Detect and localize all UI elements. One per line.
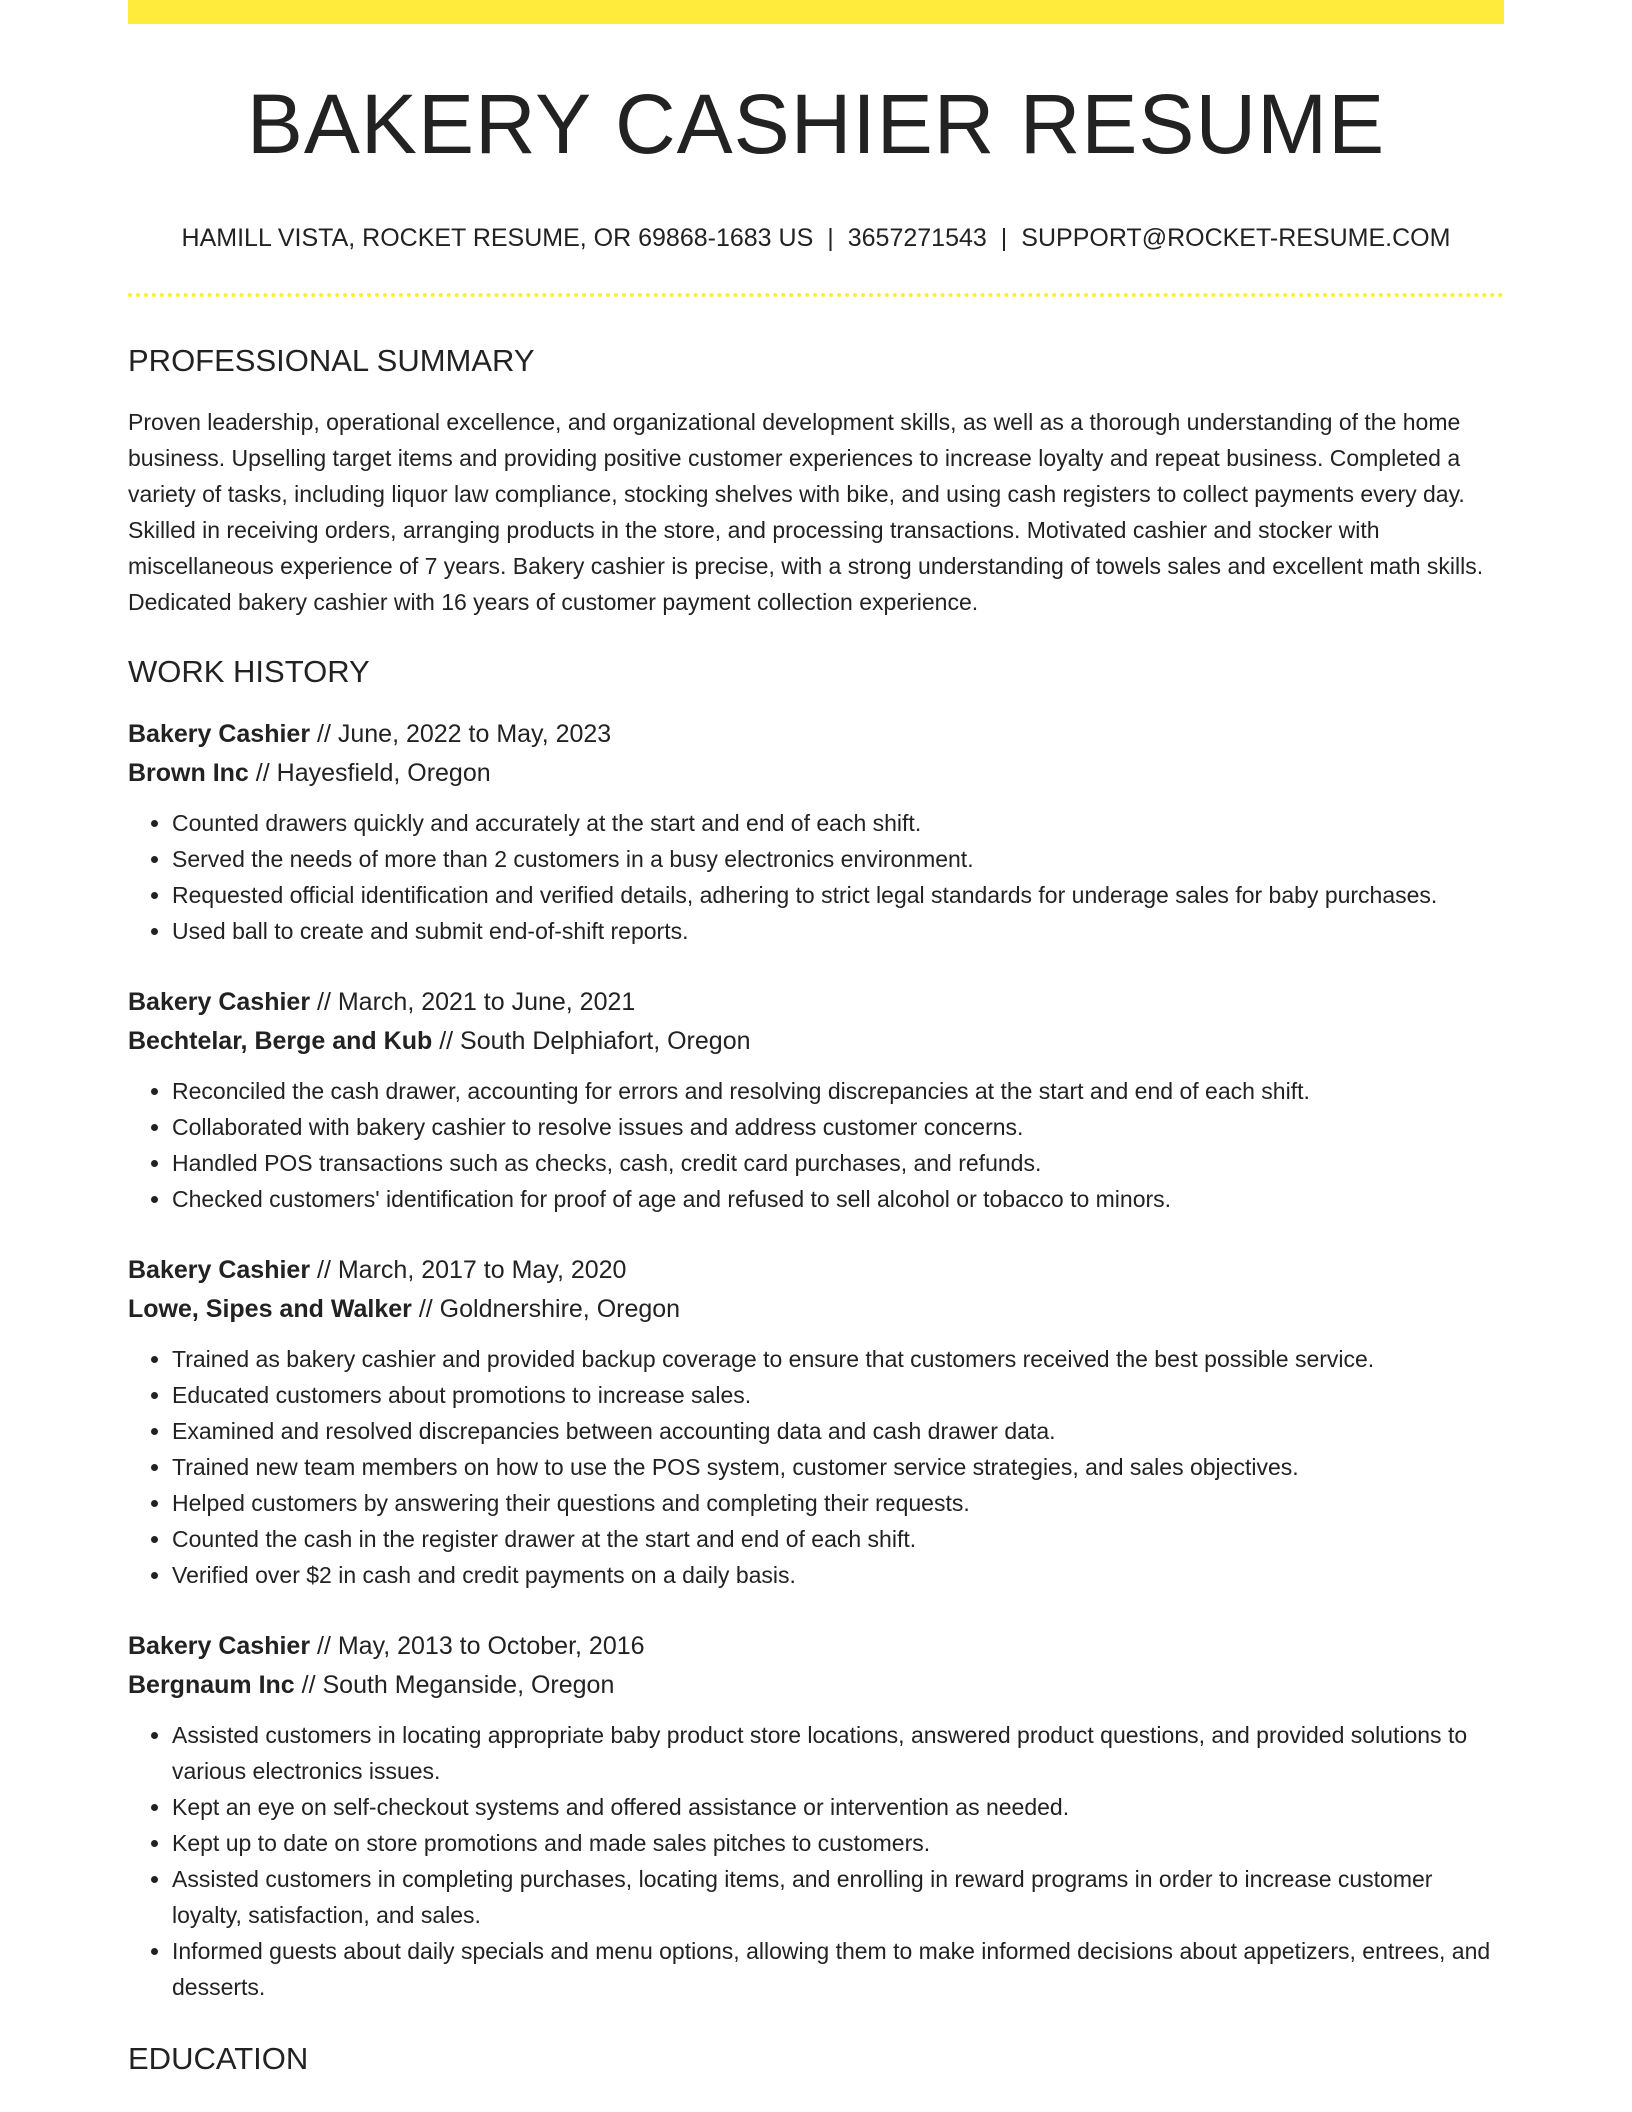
job-entry: [128, 983, 1504, 1217]
job-bullet: • Educated customers about promotions to increase sales.: [172, 1377, 1504, 1413]
job-separator: //: [294, 1671, 323, 1699]
job-title: Bakery Cashier: [128, 988, 311, 1016]
job-separator: //: [248, 759, 277, 787]
job-title: Bakery Cashier: [128, 1256, 311, 1284]
education-heading: EDUCATION: [128, 2041, 309, 2076]
job-dates: March, 2017 to May, 2020: [337, 1256, 627, 1284]
resume-title: BAKERY CASHIER RESUME: [246, 77, 1386, 171]
job-title: Bakery Cashier: [128, 1632, 311, 1660]
contact-separator: |: [1000, 224, 1008, 252]
job-separator: //: [310, 720, 338, 748]
contact-address: HAMILL VISTA, ROCKET RESUME, OR 69868-1683 US: [181, 224, 814, 252]
job-bullet: • Counted drawers quickly and accurately at the start and end of each shift.: [172, 805, 1504, 841]
work-history-heading: WORK HISTORY: [128, 654, 370, 689]
job-dates: March, 2021 to June, 2021: [337, 988, 636, 1016]
job-bullet: • Assisted customers in completing purchases, locating items, and enrolling in reward programs in order to increase customer loyalty, satisfaction, and sales.: [172, 1861, 1504, 1933]
job-bullet: • Examined and resolved discrepancies between accounting data and cash drawer data.: [172, 1413, 1504, 1449]
job-location: South Delphiafort, Oregon: [460, 1027, 751, 1055]
job-separator: //: [310, 1256, 338, 1284]
job-bullet: • Informed guests about daily specials and menu options, allowing them to make informed decisions about appetizers, entrees, and desserts.: [172, 1933, 1504, 2005]
contact-line: [128, 226, 1504, 251]
job-location: Goldnershire, Oregon: [439, 1295, 681, 1323]
job-entry: [128, 715, 1504, 949]
job-company-line: [128, 1022, 1504, 1061]
job-company: Bergnaum Inc: [128, 1671, 295, 1699]
job-bullets: [128, 1341, 1504, 1593]
job-bullet: • Kept up to date on store promotions and made sales pitches to customers.: [172, 1825, 1504, 1861]
job-separator: //: [432, 1027, 461, 1055]
job-dates: June, 2022 to May, 2023: [337, 720, 612, 748]
job-bullet: • Handled POS transactions such as checks, cash, credit card purchases, and refunds.: [172, 1145, 1504, 1181]
job-bullet: • Helped customers by answering their questions and completing their requests.: [172, 1485, 1504, 1521]
contact-phone: 3657271543: [847, 224, 987, 252]
job-entry: [128, 1627, 1504, 2005]
job-company-line: [128, 1666, 1504, 1705]
job-bullet: • Trained as bakery cashier and provided backup coverage to ensure that customers received the best possible service.: [172, 1341, 1504, 1377]
job-bullet: • Checked customers' identification for proof of age and refused to sell alcohol or tobacco to minors.: [172, 1181, 1504, 1217]
job-title-line: [128, 1251, 1504, 1290]
resume-page: [128, 0, 1504, 2074]
job-bullets: [128, 1073, 1504, 1217]
job-bullet: • Assisted customers in locating appropriate baby product store locations, answered product questions, and provided solutions to various electronics issues.: [172, 1717, 1504, 1789]
job-entry: [128, 1251, 1504, 1593]
job-bullets: [128, 805, 1504, 949]
job-bullet: • Served the needs of more than 2 customers in a busy electronics environment.: [172, 841, 1504, 877]
job-bullet: • Kept an eye on self-checkout systems and offered assistance or intervention as needed.: [172, 1789, 1504, 1825]
contact-separator: |: [827, 224, 834, 252]
job-bullet: • Counted the cash in the register drawer at the start and end of each shift.: [172, 1521, 1504, 1557]
job-location: South Meganside, Oregon: [322, 1671, 615, 1699]
job-title-line: [128, 1627, 1504, 1666]
job-location: Hayesfield, Oregon: [276, 759, 491, 787]
job-company: Bechtelar, Berge and Kub: [128, 1027, 433, 1055]
job-title: Bakery Cashier: [128, 720, 311, 748]
job-company-line: [128, 754, 1504, 793]
summary-text: Proven leadership, operational excellence, and organizational development skills, as well as a thorough understanding of the home business. Upselling target items and providing positive customer experiences to increase loyalty and repeat business. Completed a variety of tasks, including liquor law compliance, stocking shelves with bike, and using cash registers to collect payments every day. Skilled in receiving orders, arranging products in the store, and processing transactions. Motivated cashier and stocker with miscellaneous experience of 7 years. Bakery cashier is precise, with a strong understanding of towels sales and excellent math skills. Dedicated bakery cashier with 16 years of customer payment collection experience.: [128, 409, 1484, 615]
job-bullets: [128, 1717, 1504, 2005]
job-bullet: • Verified over $2 in cash and credit payments on a daily basis.: [172, 1557, 1504, 1593]
job-title-line: [128, 983, 1504, 1022]
job-bullet: • Trained new team members on how to use the POS system, customer service strategies, and sales objectives.: [172, 1449, 1504, 1485]
job-separator: //: [310, 1632, 338, 1660]
job-separator: //: [411, 1295, 440, 1323]
job-title-line: [128, 715, 1504, 754]
job-bullet: • Reconciled the cash drawer, accounting for errors and resolving discrepancies at the start and end of each shift.: [172, 1073, 1504, 1109]
job-company: Lowe, Sipes and Walker: [128, 1295, 412, 1323]
dotted-divider: [128, 293, 1504, 297]
contact-email: SUPPORT@ROCKET-RESUME.COM: [1021, 224, 1451, 252]
top-accent-bar: [128, 0, 1504, 24]
summary-heading: PROFESSIONAL SUMMARY: [128, 343, 535, 378]
job-bullet: • Collaborated with bakery cashier to resolve issues and address customer concerns.: [172, 1109, 1504, 1145]
job-bullet: • Requested official identification and verified details, adhering to strict legal standards for underage sales for baby purchases.: [172, 877, 1504, 913]
work-history-list: [128, 715, 1504, 2005]
job-company: Brown Inc: [128, 759, 249, 787]
job-separator: //: [310, 988, 338, 1016]
job-company-line: [128, 1290, 1504, 1329]
job-bullet: • Used ball to create and submit end-of-shift reports.: [172, 913, 1504, 949]
job-dates: May, 2013 to October, 2016: [337, 1632, 645, 1660]
